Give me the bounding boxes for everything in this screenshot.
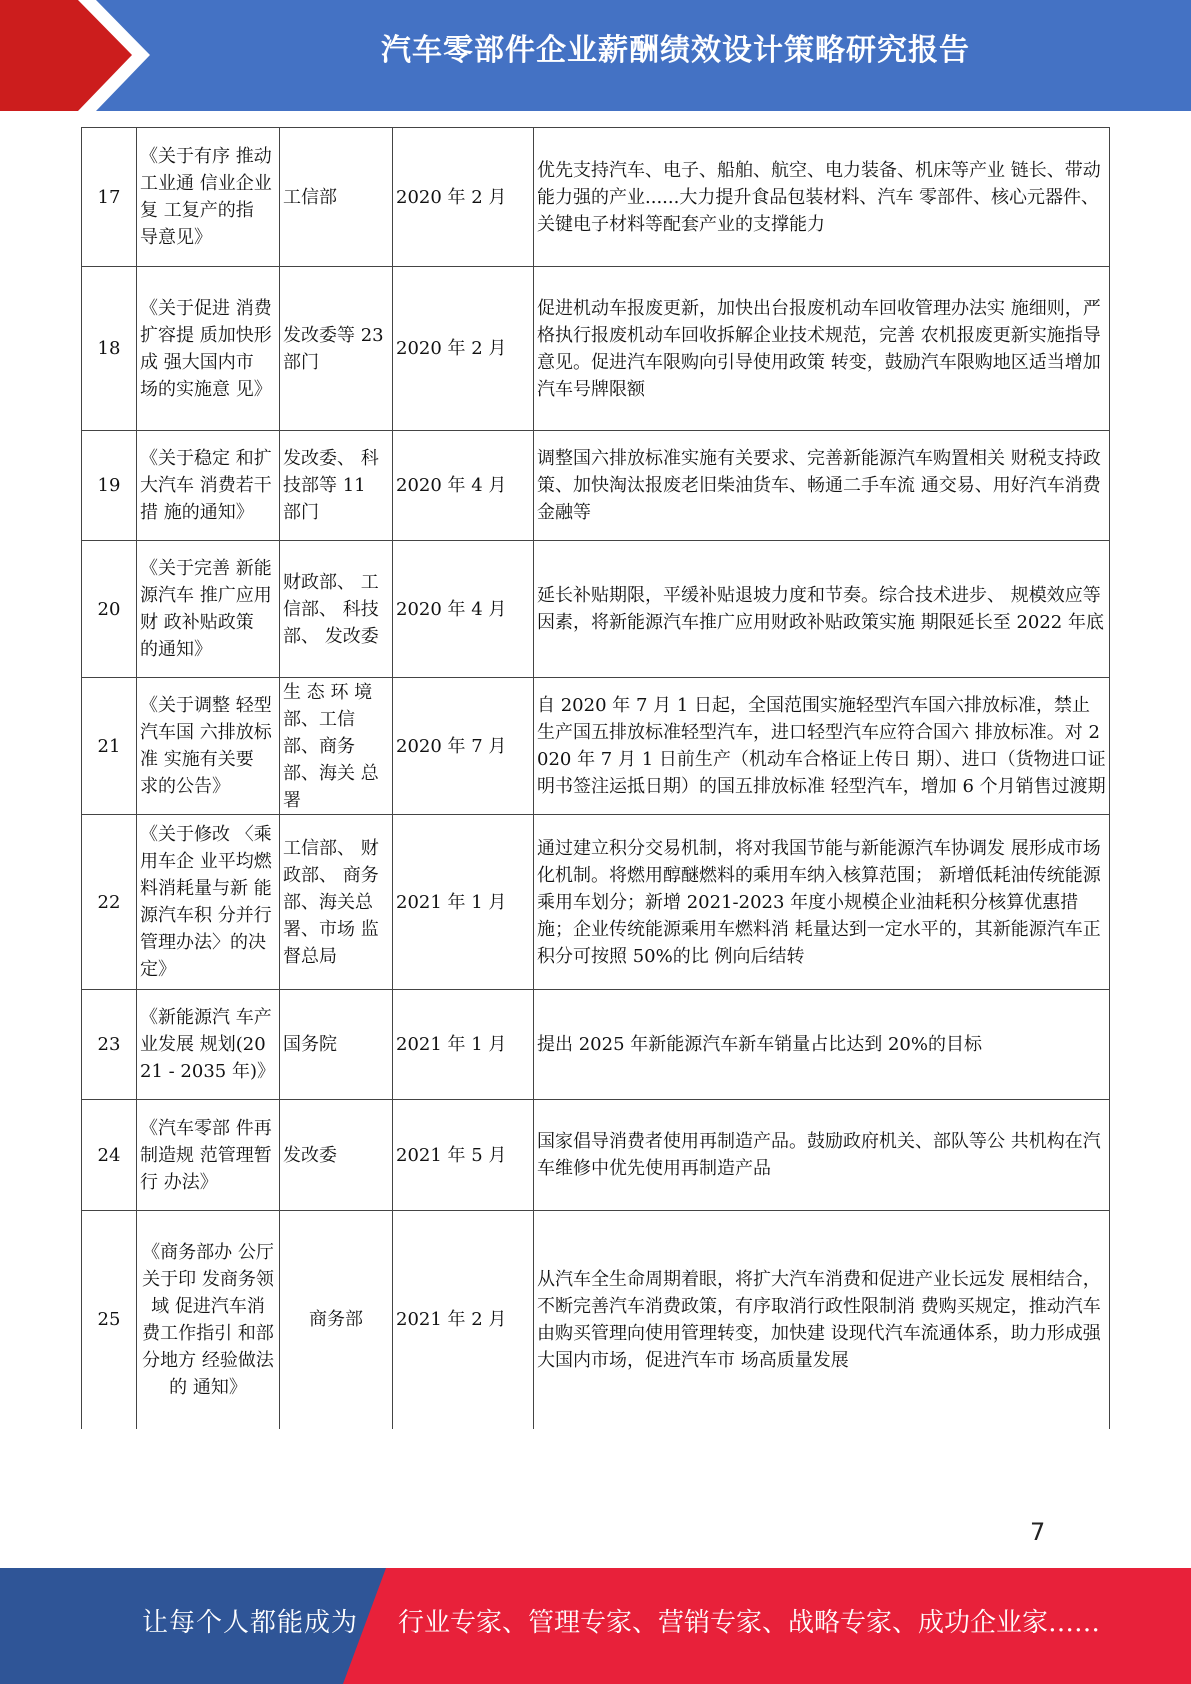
policy-name: 《关于促进 消费扩容提 质加快形成 强大国内市 场的实施意 见》 [137,267,280,431]
footer-slogan-left: 让每个人都能成为 [142,1608,359,1638]
table-row [82,678,1110,815]
table-row [82,431,1110,541]
issue-date: 2021 年 1 月 [393,815,534,990]
table-row [82,815,1110,990]
policy-content: 促进机动车报废更新，加快出台报废机动车回收管理办法实 施细则，严格执行报废机动车回收拆解企业技术规范，完善 农机报废更新实施指导意见。促进汽车限购向引导使用政策 转变，鼓励汽车限购地区适当增加汽车号牌限额 [534,267,1110,431]
row-number: 25 [82,1211,137,1429]
page-number: 7 [1030,1518,1046,1546]
policy-content: 通过建立积分交易机制，将对我国节能与新能源汽车协调发 展形成市场化机制。将燃用醇醚燃料的乘用车纳入核算范围； 新增低耗油传统能源乘用车划分；新增 2021-2023 年度小规模企业油耗积分核算优惠措施；企业传统能源乘用车燃料消 耗量达到一定水平的，其新能源汽车正积分可按照 50%的比 例向后结转 [534,815,1110,990]
table-row [82,128,1110,267]
issuing-department: 工信部 [280,128,393,267]
issue-date: 2020 年 7 月 [393,678,534,815]
issue-date: 2020 年 4 月 [393,431,534,541]
header-red-arrow [0,0,150,111]
row-number: 19 [82,431,137,541]
policy-content: 提出 2025 年新能源汽车新车销量占比达到 20%的目标 [534,990,1110,1100]
policy-content: 自 2020 年 7 月 1 日起，全国范围实施轻型汽车国六排放标准，禁止生产国五排放标准轻型汽车，进口轻型汽车应符合国六 排放标准。对 2020 年 7 月 1 日前生产（机动车合格证上传日 期）、进口（货物进口证明书签注运抵日期）的国五排放标准 轻型汽车，增加 6 个月销售过渡期 [534,678,1110,815]
issuing-department: 生 态 环 境 部、工信 部、商务 部、海关 总署 [280,678,393,815]
issue-date: 2020 年 4 月 [393,541,534,678]
issue-date: 2021 年 5 月 [393,1100,534,1211]
issue-date: 2020 年 2 月 [393,267,534,431]
policy-name: 《关于调整 轻型汽车国 六排放标准 实施有关要 求的公告》 [137,678,280,815]
table-row [82,1211,1110,1429]
issue-date: 2020 年 2 月 [393,128,534,267]
row-number: 17 [82,128,137,267]
issuing-department: 发改委等 23 部门 [280,267,393,431]
issuing-department: 国务院 [280,990,393,1100]
issuing-department: 发改委、 科技部等 11 部门 [280,431,393,541]
policy-name: 《新能源汽 车产业发展 规划(2021 - 2035 年)》 [137,990,280,1100]
row-number: 24 [82,1100,137,1211]
issuing-department: 发改委 [280,1100,393,1211]
table-row [82,267,1110,431]
policy-name: 《关于稳定 和扩大汽车 消费若干措 施的通知》 [137,431,280,541]
policy-name: 《关于有序 推动工业通 信业企业复 工复产的指 导意见》 [137,128,280,267]
header-banner [0,0,1191,111]
row-number: 20 [82,541,137,678]
table-row [82,1100,1110,1211]
policy-content: 优先支持汽车、电子、船舶、航空、电力装备、机床等产业 链长、带动能力强的产业......大力提升食品包装材料、汽车 零部件、核心元器件、关键电子材料等配套产业的支撑能力 [534,128,1110,267]
table-row [82,541,1110,678]
policy-name: 《关于修改 〈乘用车企 业平均燃料消耗量与新 能源汽车积 分并行管理办法〉的决 定》 [137,815,280,990]
footer-banner [0,1568,1191,1684]
issuing-department: 工信部、 财政部、 商务部、海关总署、市场 监督总局 [280,815,393,990]
policy-table [81,127,1110,1429]
policy-content: 从汽车全生命周期着眼，将扩大汽车消费和促进产业长远发 展相结合，不断完善汽车消费政策，有序取消行政性限制消 费购买规定，推动汽车由购买管理向使用管理转变，加快建 设现代汽车流通体系，助力形成强大国内市场，促进汽车市 场高质量发展 [534,1211,1110,1429]
policy-name: 《关于完善 新能源汽车 推广应用财 政补贴政策 的通知》 [137,541,280,678]
policy-content: 延长补贴期限，平缓补贴退坡力度和节奏。综合技术进步、 规模效应等因素，将新能源汽车推广应用财政补贴政策实施 期限延长至 2022 年底 [534,541,1110,678]
row-number: 21 [82,678,137,815]
issue-date: 2021 年 2 月 [393,1211,534,1429]
row-number: 18 [82,267,137,431]
page-title: 汽车零部件企业薪酬绩效设计策略研究报告 [381,33,970,68]
table-row [82,990,1110,1100]
policy-content: 国家倡导消费者使用再制造产品。鼓励政府机关、部队等公 共机构在汽车维修中优先使用再制造产品 [534,1100,1110,1211]
row-number: 23 [82,990,137,1100]
row-number: 22 [82,815,137,990]
policy-content: 调整国六排放标准实施有关要求、完善新能源汽车购置相关 财税支持政策、加快淘汰报废老旧柴油货车、畅通二手车流 通交易、用好汽车消费金融等 [534,431,1110,541]
issuing-department: 商务部 [280,1211,393,1429]
issuing-department: 财政部、 工信部、 科技部、 发改委 [280,541,393,678]
policy-name: 《商务部办 公厅关于印 发商务领域 促进汽车消 费工作指引 和部分地方 经验做法的 通知》 [137,1211,280,1429]
policy-name: 《汽车零部 件再制造规 范管理暂行 办法》 [137,1100,280,1211]
footer-slogan-right: 行业专家、管理专家、营销专家、战略专家、成功企业家…… [398,1608,1101,1638]
issue-date: 2021 年 1 月 [393,990,534,1100]
